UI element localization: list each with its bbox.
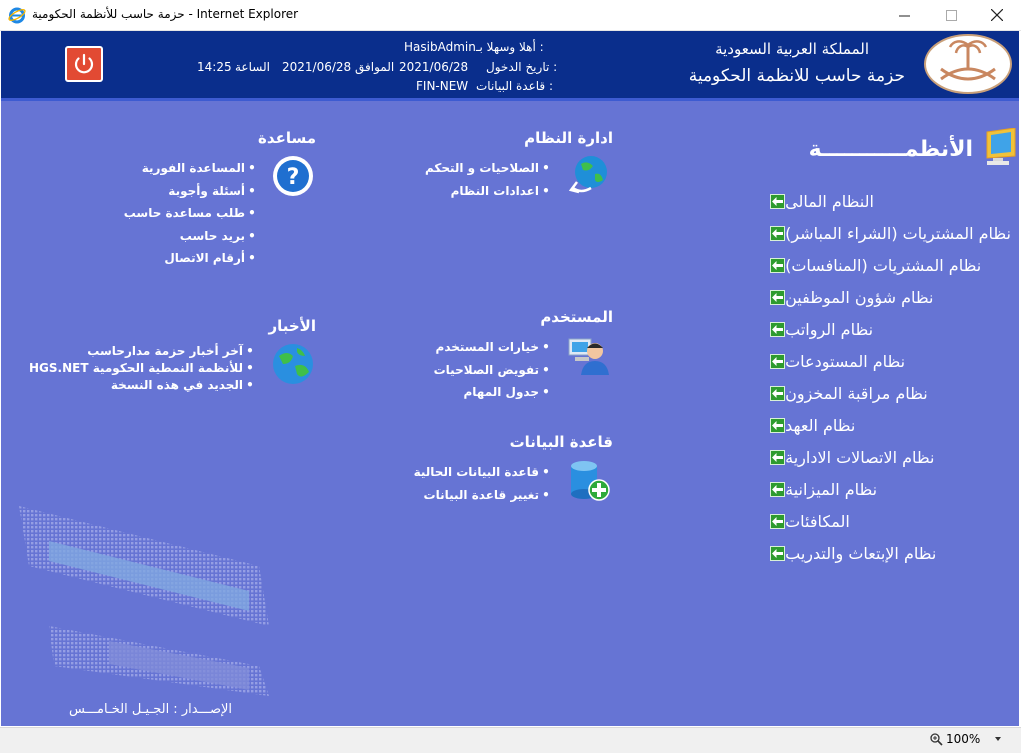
maximize-button[interactable] [928, 0, 974, 30]
system-item-label: نظام مراقبة المخزون [785, 383, 928, 403]
system-item-purchases-direct[interactable] [764, 217, 1011, 249]
database-links [414, 461, 553, 506]
database-value: FIN-NEW [416, 79, 469, 93]
user-section-title: المستخدم [540, 308, 613, 326]
news-links [29, 343, 257, 394]
arrow-left-icon [770, 354, 785, 369]
globe-network-icon [567, 154, 611, 198]
maximize-icon [946, 10, 957, 21]
system-item-label: نظام المشتريات (الشراء المباشر) [785, 223, 1011, 243]
user-link-delegate[interactable]: • تفويض الصلاحيات [434, 359, 553, 382]
system-item-label: نظام الاتصالات الادارية [785, 447, 935, 467]
zoom-icon [930, 733, 943, 746]
chevron-down-icon [983, 734, 1003, 744]
zoom-control[interactable] [930, 732, 1003, 746]
svg-text:?: ? [286, 165, 300, 190]
system-item-admin-communications[interactable] [764, 441, 1011, 473]
org-name-line1: المملكة العربية السعودية [715, 40, 869, 58]
minimize-icon [899, 10, 910, 21]
help-link-request[interactable]: • طلب مساعدة حاسب [124, 202, 259, 225]
arrow-left-icon [770, 322, 785, 337]
news-link-hgs[interactable]: • للأنظمة النمطية الحكومية HGS.NET [29, 360, 257, 377]
time-label: الساعة [235, 60, 270, 74]
app-content [1, 31, 1019, 726]
system-item-inventory-control[interactable] [764, 377, 1011, 409]
admin-link-permissions[interactable]: • الصلاحيات و التحكم [425, 157, 553, 180]
system-item-label: نظام المستودعات [785, 351, 906, 371]
hijri-date-value: 2021/06/28 [282, 60, 352, 74]
system-item-rewards[interactable] [764, 505, 1011, 537]
admin-links [425, 157, 553, 202]
system-item-payroll[interactable] [764, 313, 1011, 345]
arrow-left-icon [770, 514, 785, 529]
system-item-label: نظام العهد [785, 415, 856, 435]
system-item-purchases-tenders[interactable] [764, 249, 1011, 281]
status-bar [0, 727, 1021, 753]
help-link-faq[interactable]: • أسئلة وأجوبة [124, 180, 259, 203]
help-link-mail[interactable]: • بريد حاسب [124, 225, 259, 248]
system-item-label: نظام الميزانية [785, 479, 878, 499]
systems-title: الأنظمـــــــــــة [808, 137, 973, 162]
database-label: قاعدة البيانات : [476, 79, 553, 93]
news-section-title: الأخبار [268, 317, 316, 335]
app-header [1, 31, 1019, 101]
globe-icon [271, 342, 315, 386]
help-link-instant[interactable]: • المساعدة الفورية [124, 157, 259, 180]
hijri-date-label: الموافق [355, 60, 395, 74]
system-item-employees[interactable] [764, 281, 1011, 313]
database-add-icon [567, 458, 611, 502]
system-item-label: نظام الإبتعاث والتدريب [785, 543, 937, 563]
system-item-label: النظام المالى [785, 191, 874, 211]
help-question-icon [271, 154, 315, 198]
time-value: 14:25 [197, 60, 232, 74]
window-titlebar [0, 0, 1021, 31]
user-icon [567, 333, 611, 377]
arrow-left-icon [770, 226, 785, 241]
system-item-label: المكافئات [785, 511, 850, 531]
main-area [1, 101, 1019, 726]
username-value: HasibAdmin [404, 40, 476, 54]
system-item-custody[interactable] [764, 409, 1011, 441]
database-link-change[interactable]: • تغيير قاعدة البيانات [414, 484, 553, 507]
arrow-left-icon [770, 194, 785, 209]
zoom-value: 100% [946, 732, 981, 746]
systems-list [764, 185, 1011, 569]
internet-explorer-icon [8, 6, 26, 24]
admin-link-settings[interactable]: • اعدادات النظام [425, 180, 553, 203]
news-link-latest[interactable]: • آخر أخبار حزمة مدارحاسب [29, 343, 257, 360]
help-link-contacts[interactable]: • أرقام الاتصال [124, 247, 259, 270]
system-item-finance[interactable] [764, 185, 1011, 217]
login-date-value: 2021/06/28 [399, 60, 469, 74]
window-title: حزمة حاسب للأنظمة الحكومية - Internet Explorer [32, 7, 299, 21]
welcome-label: أهلا وسهلا بـ : [476, 40, 544, 54]
close-icon [991, 9, 1003, 21]
hasib-watermark-logo [19, 506, 279, 696]
system-item-label: نظام المشتريات (المنافسات) [785, 255, 982, 275]
arrow-left-icon [770, 546, 785, 561]
database-section-title: قاعدة البيانات [509, 433, 613, 451]
system-item-label: نظام الرواتب [785, 319, 874, 339]
admin-section-title: ادارة النظام [524, 129, 613, 147]
close-button[interactable] [974, 0, 1020, 30]
system-item-budget[interactable] [764, 473, 1011, 505]
user-link-options[interactable]: • خيارات المستخدم [434, 336, 553, 359]
saudi-emblem-icon [923, 33, 1013, 95]
login-date-label: تاريخ الدخول : [486, 60, 558, 74]
system-item-label: نظام شؤون الموظفين [785, 287, 934, 307]
org-name-line2: حزمة حاسب للانظمة الحكومية [688, 66, 905, 86]
version-label: الإصـــدار : الجـيـل الخـامـــس [69, 702, 233, 717]
help-links [124, 157, 259, 270]
arrow-left-icon [770, 386, 785, 401]
system-item-warehouses[interactable] [764, 345, 1011, 377]
arrow-left-icon [770, 482, 785, 497]
arrow-left-icon [770, 418, 785, 433]
user-link-tasks[interactable]: • جدول المهام [434, 381, 553, 404]
minimize-button[interactable] [881, 0, 927, 30]
user-links [434, 336, 553, 404]
database-link-current[interactable]: • قاعدة البيانات الحالية [414, 461, 553, 484]
system-item-scholarship-training[interactable] [764, 537, 1011, 569]
power-icon [67, 48, 101, 80]
arrow-left-icon [770, 258, 785, 273]
help-section-title: مساعدة [258, 129, 316, 147]
news-link-whats-new[interactable]: • الجديد في هذه النسخة [29, 377, 257, 394]
monitor-icon [981, 128, 1017, 166]
arrow-left-icon [770, 290, 785, 305]
arrow-left-icon [770, 450, 785, 465]
logout-button[interactable] [65, 46, 103, 82]
